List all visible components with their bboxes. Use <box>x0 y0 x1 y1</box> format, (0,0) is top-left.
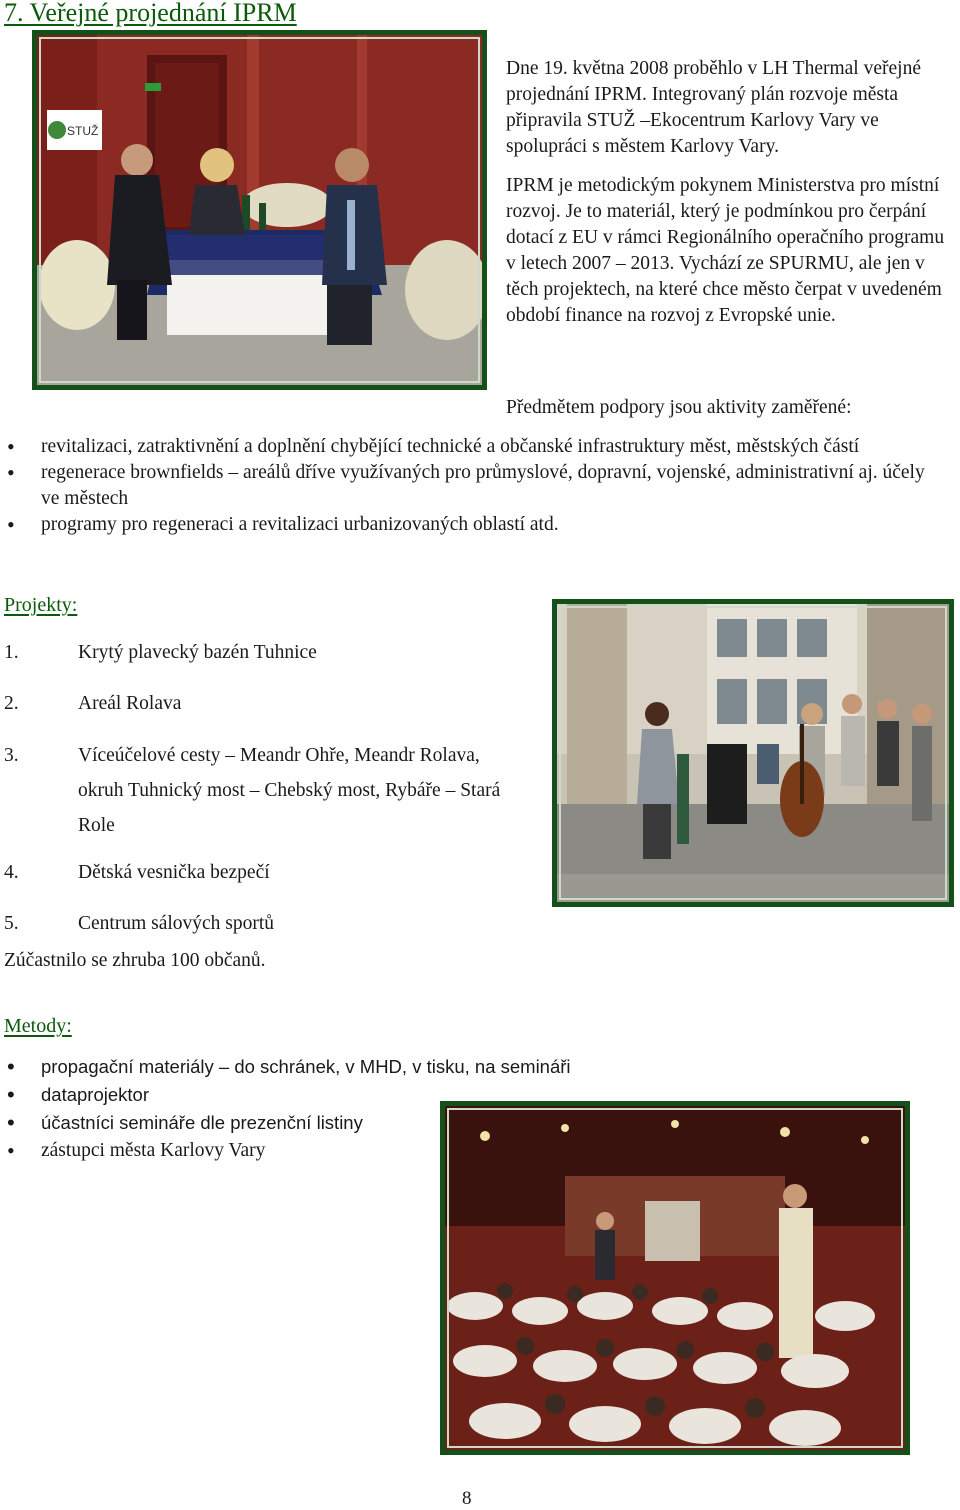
page-number: 8 <box>462 1488 472 1509</box>
list-item: • revitalizaci, zatraktivnění a doplnění chybějící technické a občanské infrastruktury měst, městských částí <box>0 434 940 460</box>
street-musicians-photo <box>552 599 954 907</box>
list-item: • účastníci semináře dle prezenční listiny <box>0 1109 700 1137</box>
project-number: 2. <box>4 693 19 714</box>
audience-seminar-photo <box>440 1101 910 1455</box>
project-number: 1. <box>4 642 19 663</box>
project-text: Krytý plavecký bazén Tuhnice <box>78 642 317 663</box>
list-item: • dataprojektor <box>0 1081 700 1109</box>
activities-list <box>0 434 940 538</box>
list-item: • programy pro regeneraci a revitalizaci urbanizovaných oblastí atd. <box>0 512 940 538</box>
project-text: Areál Rolava <box>78 693 182 714</box>
project-item <box>4 691 508 717</box>
project-text: Víceúčelové cesty – Meandr Ohře, Meandr Rolava, okruh Tuhnický most – Chebský most, Rybáře – Stará Role <box>78 745 501 836</box>
stuz-logo-text: STUŽ <box>67 124 99 138</box>
project-text: Centrum sálových sportů <box>78 913 275 934</box>
attendance-note: Zúčastnilo se zhruba 100 občanů. <box>4 950 266 971</box>
intro-text <box>506 56 950 329</box>
audience-seminar-image <box>445 1106 905 1450</box>
list-item: • regenerace brownfields – areálů dříve využívaných pro průmyslové, dopravní, vojenské, administrativní aj. účely ve městech <box>0 460 940 512</box>
project-number: 4. <box>4 862 19 883</box>
support-heading: Předmětem podpory jsou aktivity zaměřené: <box>506 397 852 418</box>
projects-heading: Projekty: <box>4 594 78 616</box>
panel-discussion-photo <box>32 30 487 390</box>
project-number: 3. <box>4 745 19 766</box>
intro-paragraph-1: Dne 19. května 2008 proběhlo v LH Thermal veřejné projednání IPRM. Integrovaný plán rozvoje města připravila STUŽ –Ekocentrum Karlovy Vary ve spolupráci s městem Karlovy Vary. <box>506 58 921 157</box>
project-text: Dětská vesnička bezpečí <box>78 862 270 883</box>
list-item: • propagační materiály – do schránek, v MHD, v tisku, na semináři <box>0 1053 700 1081</box>
page-title: 7. Veřejné projednání IPRM <box>4 0 297 27</box>
intro-paragraph-2: IPRM je metodickým pokynem Ministerstva pro místní rozvoj. Je to materiál, který je podmínkou pro čerpání dotací z EU v rámci Regionálního operačního programu v letech 2007 – 2013. Vychází ze SPURMU, ale jen v těch projektech, na které chce město čerpat v uvedeném období finance na rozvoj z Evropské unie. <box>506 175 945 326</box>
projects-list <box>4 640 508 937</box>
project-item <box>4 860 508 886</box>
list-item: • zástupci města Karlovy Vary <box>0 1137 700 1165</box>
panel-discussion-image <box>37 35 482 385</box>
project-item <box>4 640 508 666</box>
methods-heading: Metody: <box>4 1015 72 1037</box>
project-number: 5. <box>4 913 19 934</box>
street-musicians-image <box>557 604 949 902</box>
project-item <box>4 738 508 843</box>
project-item <box>4 911 508 937</box>
